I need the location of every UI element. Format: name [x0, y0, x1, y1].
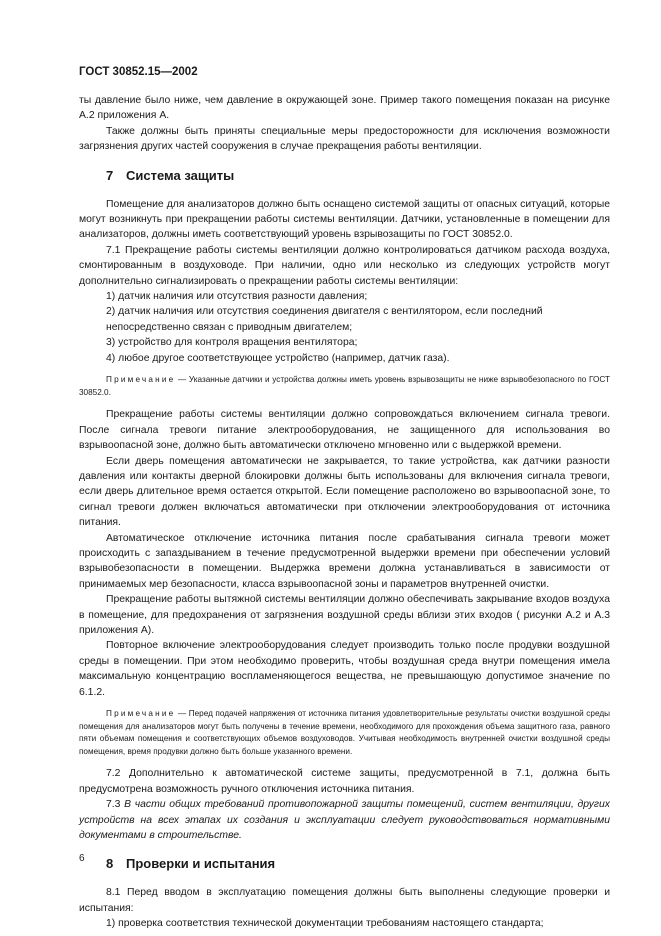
- note-text: — Перед подачей напряжения от источника питания удовлетворительные результаты очистки воздушной среды помещения для анализаторов могут быть получены в течение времени, необходимого для прохождения объема защитного газа, равного пяти объемам помещения и соответствующих объемов воздуховодов. Учитывая необходимость внутренней очистки воздушной среды помещения, время продувки должно быть больше указанного времени.: [79, 709, 610, 756]
- list-item: 2) датчик наличия или отсутствия соединения двигателя с вентилятором, если последний непосредственно связан с приводным двигателем;: [106, 306, 543, 333]
- note-text: — Указанные датчики и устройства должны иметь уровень взрывозащиты не ниже взрывобезопасного по ГОСТ 30852.0.: [79, 375, 610, 397]
- page-number: 6: [79, 853, 85, 864]
- section-number: 7: [106, 167, 114, 183]
- paragraph: Автоматическое отключение источника питания после срабатывания сигнала тревоги может происходить с запаздыванием в течение предусмотренной выдержки времени при обеспечении условий взрывобезопасности в помещении. Выдержка времени должна устанавливаться в зависимости от принимаемых мер безопасности, класса взрывоопасной зоны и параметров внутренней очистки.: [79, 532, 610, 590]
- clause-number: 7.3: [106, 799, 125, 811]
- note: [79, 374, 610, 399]
- list-item: 4) любое другое соответствующее устройство (например, датчик газа).: [106, 352, 450, 364]
- clause-8-1: 8.1 Перед вводом в эксплуатацию помещения должны быть выполнены следующие проверки и испытания:: [79, 887, 610, 914]
- note-label: Примечание: [106, 375, 176, 385]
- section-number: 8: [106, 856, 114, 872]
- list-item: 1) датчик наличия или отсутствия разности давления;: [106, 291, 368, 303]
- clause-7-3: [79, 797, 610, 843]
- paragraph: Также должны быть приняты специальные меры предосторожности для исключения возможности загрязнения других частей сооружения в случае прекращения работы вентиляции.: [79, 125, 610, 153]
- paragraph: Прекращение работы вытяжной системы вентиляции должно обеспечивать закрывание входов воздуха в помещение, для предохранения от загрязнения воздушной среды вблизи этих входов ( рисунки А.2 и А.3 приложения А).: [79, 594, 610, 636]
- paragraph: Помещение для анализаторов должно быть оснащено системой защиты от опасных ситуаций, которые могут возникнуть при прекращении работы системы вентиляции. Датчики, установленные в помещении для анализаторов, должны иметь соответствующий уровень взрывозащиты по ГОСТ 30852.0.: [79, 198, 610, 241]
- list-item: 1) проверка соответствия технической документации требованиям настоящего стандарта;: [106, 918, 544, 930]
- list-item: 3) устройство для контроля вращения вентилятора;: [106, 337, 358, 349]
- section-title: Система защиты: [126, 167, 235, 183]
- clause-7-2: 7.2 Дополнительно к автоматической системе защиты, предусмотренной в 7.1, должна быть предусмотрена возможность ручного отключения источника питания.: [79, 768, 610, 795]
- section-8-heading: [106, 855, 610, 873]
- paragraph: Повторное включение электрооборудования следует производить только после продувки воздушной среды в помещении. При этом необходимо проверить, чтобы воздушная среда внутри помещения имела максимальную концентрацию воспламеняющегося вещества, не превышающую допустимое значение по 6.1.2.: [79, 640, 610, 698]
- clause-7-1: 7.1 Прекращение работы системы вентиляции должно контролироваться датчиком расхода воздуха, смонтированным в воздуховоде. При наличии, одно или несколько из следующих устройств могут дополнительно сигнализировать о прекращении работы системы вентиляции:: [79, 244, 610, 287]
- document-header: ГОСТ 30852.15—2002: [79, 66, 198, 78]
- note-label: Примечание: [106, 709, 176, 718]
- paragraph: Прекращение работы системы вентиляции должно сопровождаться включением сигнала тревоги. После сигнала тревоги питание электрооборудования, не защищенного для использования во взрывоопасной зоне, должно быть автоматически отключено мгновенно или с выдержкой времени.: [79, 409, 610, 452]
- paragraph: Если дверь помещения автоматически не закрывается, то такие устройства, как датчики разности давления или контакты дверной блокировки должны быть использованы для включения сигнала тревоги, если дверь длительное время остается открытой. Если помещение расположено во взрывоопасной зоне, то сигнал тревоги должен включаться автоматически при отключении электрооборудования от источника питания.: [79, 455, 610, 529]
- document-body: [79, 93, 610, 932]
- paragraph: ты давление было ниже, чем давление в окружающей зоне. Пример такого помещения показан на рисунке А.2 приложения А.: [79, 95, 610, 122]
- clause-text: В части общих требований противопожарной защиты помещений, систем вентиляции, других устройств на всех этапах их создания и эксплуатации следует руководствоваться нормативными документами в строительстве.: [79, 799, 610, 841]
- section-title: Проверки и испытания: [126, 856, 276, 872]
- section-7-heading: [106, 167, 610, 185]
- note: [79, 708, 610, 758]
